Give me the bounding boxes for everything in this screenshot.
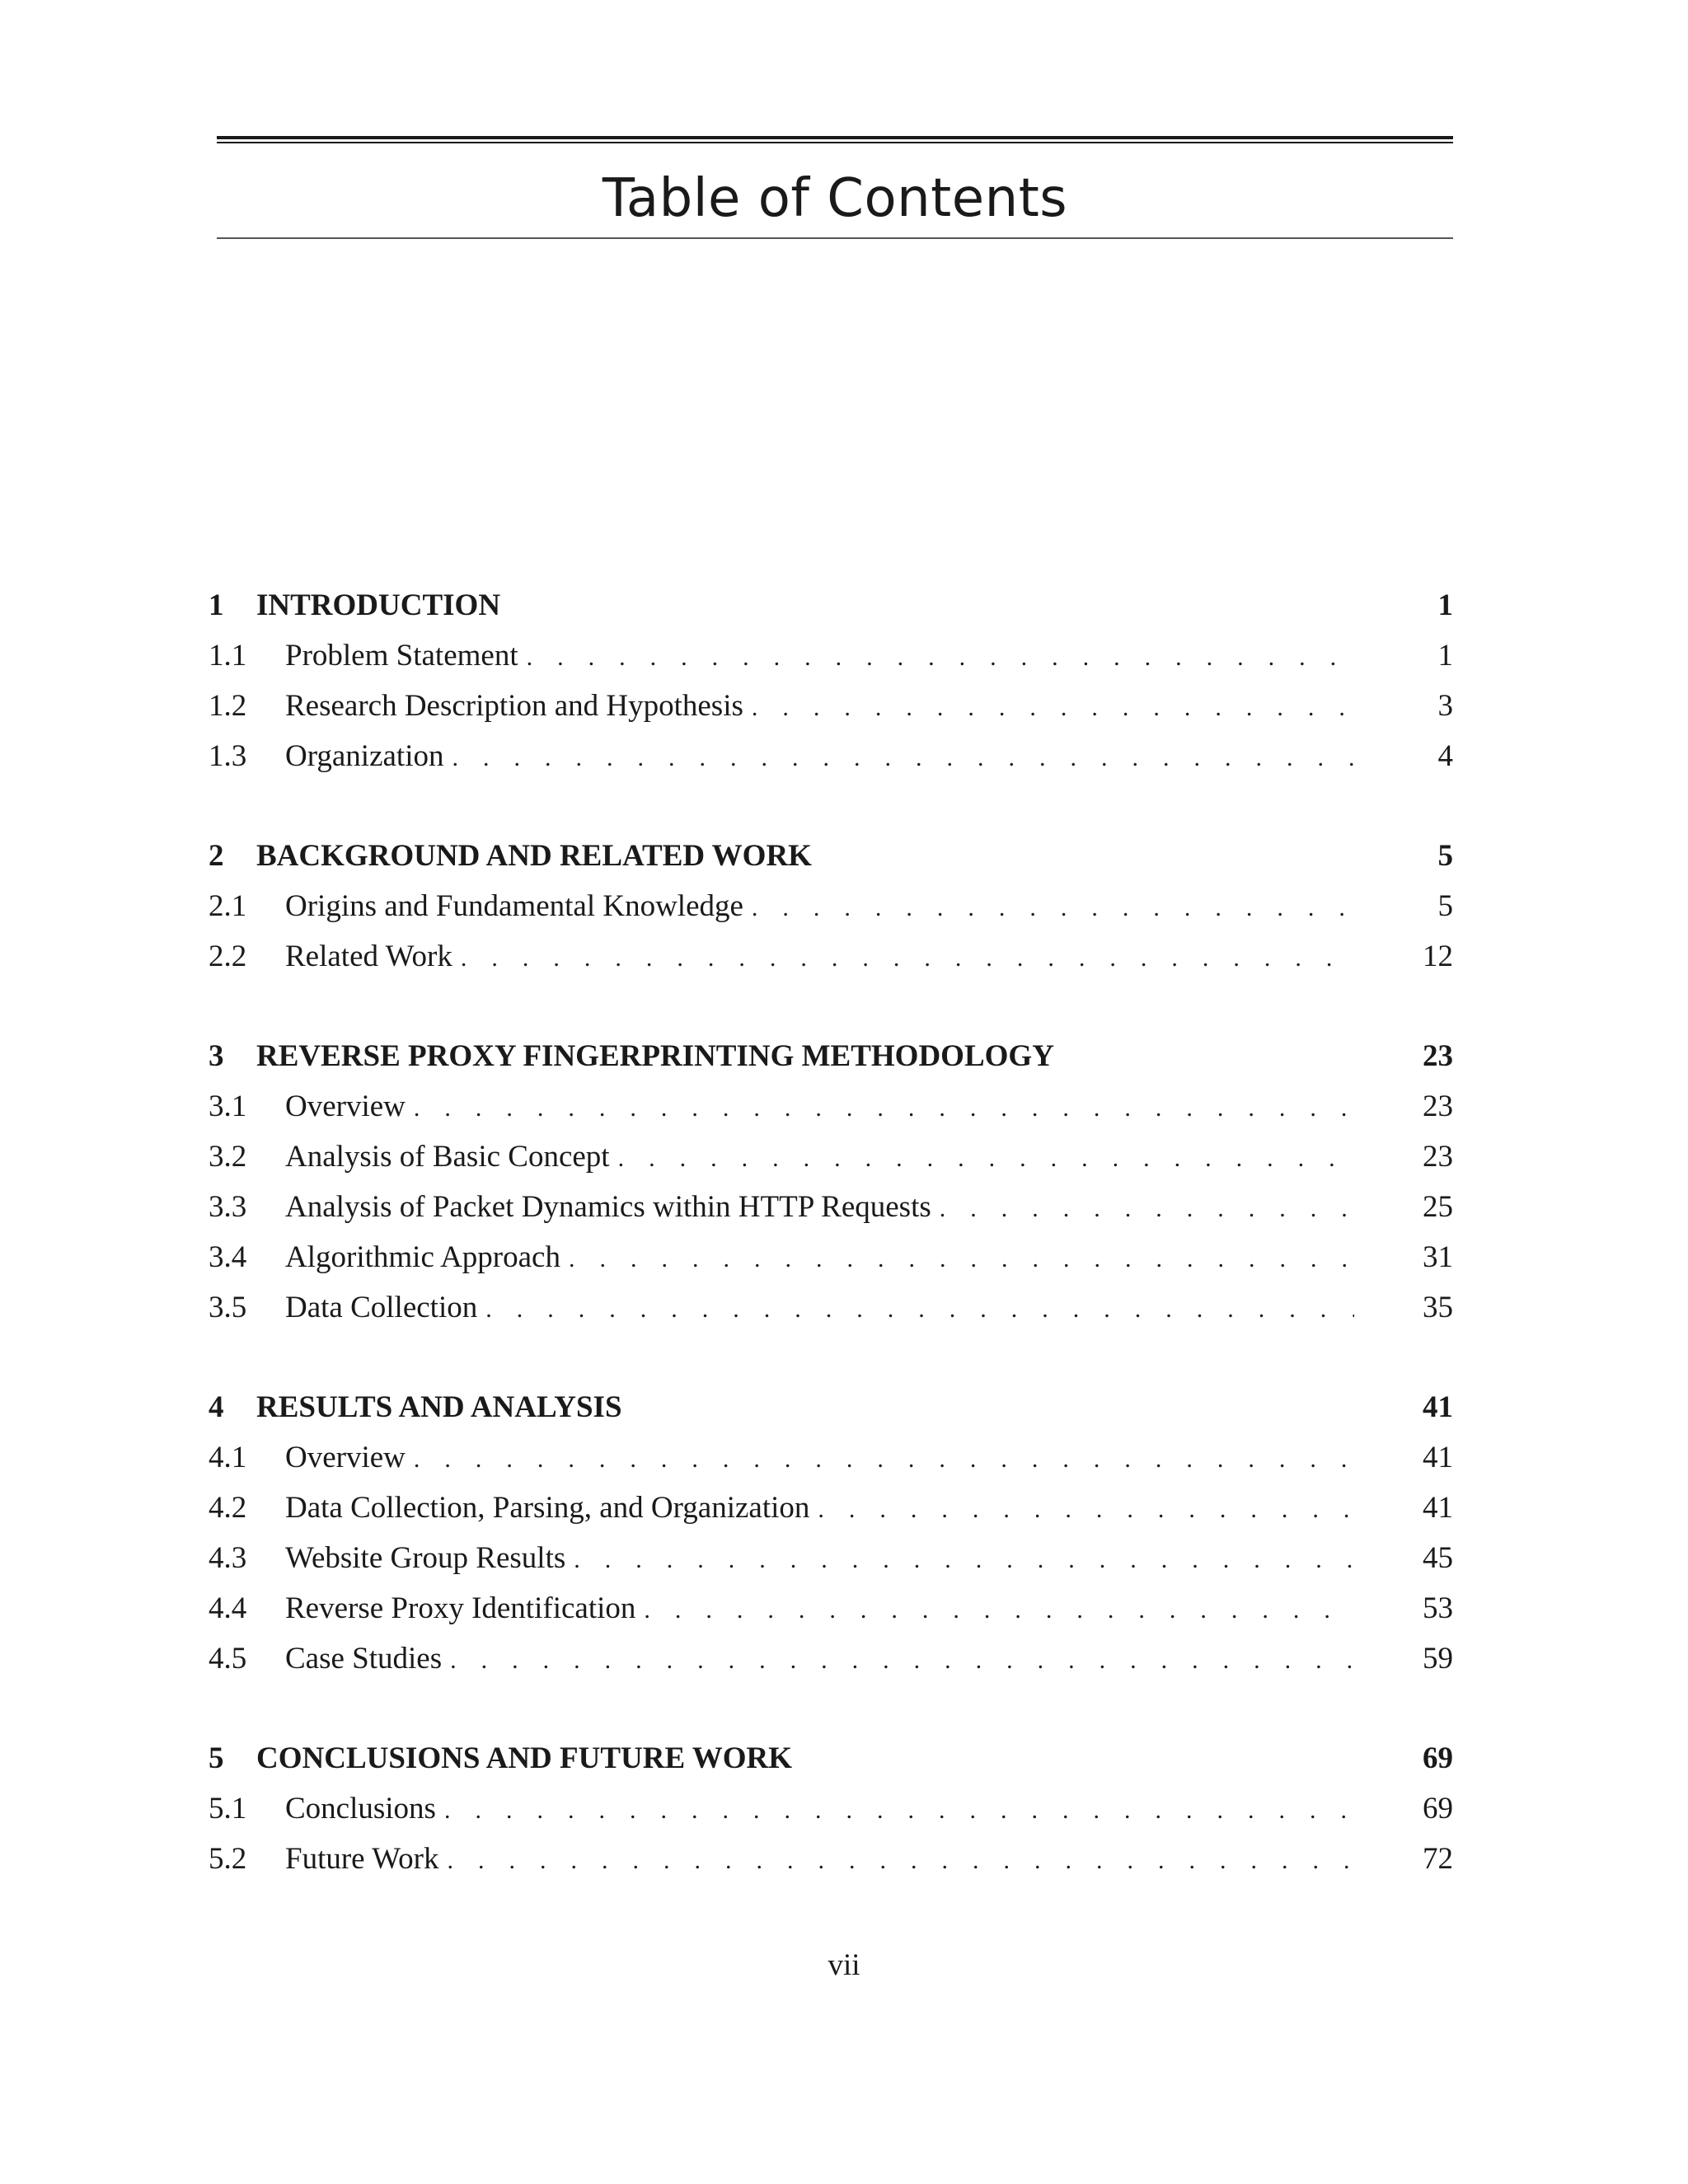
dot-leader bbox=[644, 1583, 1354, 1635]
chapter-entry[interactable] bbox=[209, 1382, 1453, 1432]
section-title: Future Work bbox=[285, 1842, 439, 1876]
section-page: 45 bbox=[1423, 1541, 1453, 1575]
section-number: 2.1 bbox=[209, 889, 247, 923]
title-rule-bottom bbox=[217, 237, 1453, 239]
dot-leader bbox=[485, 1282, 1354, 1334]
page-folio: vii bbox=[828, 1948, 860, 1982]
chapter-page: 1 bbox=[1437, 588, 1453, 622]
section-title: Research Description and Hypothesis bbox=[285, 689, 743, 723]
section-page: 41 bbox=[1423, 1491, 1453, 1525]
chapter-number: 5 bbox=[209, 1741, 224, 1775]
toc-chapter-5 bbox=[209, 1733, 1453, 1884]
section-number: 1.1 bbox=[209, 639, 247, 673]
section-entry[interactable] bbox=[209, 1081, 1453, 1132]
section-page: 35 bbox=[1423, 1291, 1453, 1324]
dot-leader bbox=[461, 931, 1354, 983]
section-page: 69 bbox=[1423, 1792, 1453, 1825]
section-page: 12 bbox=[1423, 940, 1453, 973]
title-block bbox=[217, 136, 1453, 239]
section-title: Reverse Proxy Identification bbox=[285, 1591, 636, 1625]
title-rule-top bbox=[217, 136, 1453, 139]
section-title: Origins and Fundamental Knowledge bbox=[285, 889, 743, 923]
section-number: 4.1 bbox=[209, 1441, 247, 1474]
section-number: 4.5 bbox=[209, 1642, 247, 1675]
section-entry[interactable] bbox=[209, 1432, 1453, 1483]
dot-leader bbox=[447, 1834, 1354, 1886]
section-page: 72 bbox=[1423, 1842, 1453, 1876]
section-number: 4.4 bbox=[209, 1591, 247, 1625]
dot-leader bbox=[752, 681, 1354, 733]
chapter-number: 1 bbox=[209, 588, 224, 622]
section-entry[interactable] bbox=[209, 1533, 1453, 1583]
section-entry[interactable] bbox=[209, 881, 1453, 931]
section-page: 41 bbox=[1423, 1441, 1453, 1474]
section-title: Website Group Results bbox=[285, 1541, 566, 1575]
section-title: Overview bbox=[285, 1441, 406, 1474]
table-of-contents bbox=[209, 580, 1453, 1933]
section-number: 3.4 bbox=[209, 1240, 247, 1274]
section-page: 3 bbox=[1437, 689, 1453, 723]
chapter-title: INTRODUCTION bbox=[256, 588, 501, 622]
section-title: Organization bbox=[285, 739, 444, 773]
chapter-number: 4 bbox=[209, 1390, 224, 1424]
section-title: Data Collection, Parsing, and Organization bbox=[285, 1491, 810, 1525]
dot-leader bbox=[940, 1182, 1354, 1234]
section-number: 3.2 bbox=[209, 1140, 247, 1174]
section-entry[interactable] bbox=[209, 630, 1453, 681]
section-entry[interactable] bbox=[209, 1583, 1453, 1633]
section-page: 59 bbox=[1423, 1642, 1453, 1675]
chapter-number: 3 bbox=[209, 1039, 224, 1073]
section-title: Analysis of Packet Dynamics within HTTP Requests bbox=[285, 1190, 931, 1224]
section-title: Data Collection bbox=[285, 1291, 478, 1324]
dot-leader bbox=[574, 1533, 1354, 1585]
section-number: 1.2 bbox=[209, 689, 247, 723]
section-title: Algorithmic Approach bbox=[285, 1240, 560, 1274]
section-number: 5.2 bbox=[209, 1842, 247, 1876]
toc-chapter-2 bbox=[209, 831, 1453, 982]
section-entry[interactable] bbox=[209, 931, 1453, 982]
section-page: 4 bbox=[1437, 739, 1453, 773]
section-entry[interactable] bbox=[209, 1132, 1453, 1182]
dot-leader bbox=[450, 1633, 1354, 1685]
chapter-title: RESULTS AND ANALYSIS bbox=[256, 1390, 622, 1424]
page-title: Table of Contents bbox=[602, 168, 1068, 229]
section-page: 25 bbox=[1423, 1190, 1453, 1224]
section-entry[interactable] bbox=[209, 1182, 1453, 1232]
section-number: 3.5 bbox=[209, 1291, 247, 1324]
section-entry[interactable] bbox=[209, 1483, 1453, 1533]
toc-chapter-1 bbox=[209, 580, 1453, 781]
section-page: 1 bbox=[1437, 639, 1453, 673]
section-page: 23 bbox=[1423, 1090, 1453, 1123]
section-page: 5 bbox=[1437, 889, 1453, 923]
chapter-page: 69 bbox=[1423, 1741, 1453, 1775]
chapter-title: REVERSE PROXY FINGERPRINTING METHODOLOGY bbox=[256, 1039, 1054, 1073]
section-number: 5.1 bbox=[209, 1792, 247, 1825]
toc-chapter-3 bbox=[209, 1031, 1453, 1333]
section-title: Related Work bbox=[285, 940, 452, 973]
section-title: Problem Statement bbox=[285, 639, 518, 673]
section-entry[interactable] bbox=[209, 1282, 1453, 1333]
chapter-entry[interactable] bbox=[209, 831, 1453, 881]
section-entry[interactable] bbox=[209, 1834, 1453, 1884]
dot-leader bbox=[752, 881, 1354, 933]
section-page: 53 bbox=[1423, 1591, 1453, 1625]
chapter-entry[interactable] bbox=[209, 1733, 1453, 1783]
section-number: 4.2 bbox=[209, 1491, 247, 1525]
section-number: 3.1 bbox=[209, 1090, 247, 1123]
chapter-page: 23 bbox=[1423, 1039, 1453, 1073]
section-number: 4.3 bbox=[209, 1541, 247, 1575]
section-number: 2.2 bbox=[209, 940, 247, 973]
chapter-number: 2 bbox=[209, 839, 224, 873]
section-entry[interactable] bbox=[209, 1783, 1453, 1834]
section-page: 31 bbox=[1423, 1240, 1453, 1274]
dot-leader bbox=[444, 1783, 1354, 1835]
chapter-entry[interactable] bbox=[209, 1031, 1453, 1081]
section-entry[interactable] bbox=[209, 731, 1453, 781]
chapter-page: 41 bbox=[1423, 1390, 1453, 1424]
dot-leader bbox=[618, 1132, 1354, 1183]
section-title: Conclusions bbox=[285, 1792, 436, 1825]
section-page: 23 bbox=[1423, 1140, 1453, 1174]
section-title: Case Studies bbox=[285, 1642, 443, 1675]
section-entry[interactable] bbox=[209, 1633, 1453, 1684]
dot-leader bbox=[452, 731, 1354, 783]
dot-leader bbox=[527, 630, 1354, 682]
section-title: Analysis of Basic Concept bbox=[285, 1140, 610, 1174]
chapter-entry[interactable] bbox=[209, 580, 1453, 630]
dot-leader bbox=[818, 1483, 1354, 1535]
toc-chapter-4 bbox=[209, 1382, 1453, 1684]
section-entry[interactable] bbox=[209, 681, 1453, 731]
section-entry[interactable] bbox=[209, 1232, 1453, 1282]
dot-leader bbox=[414, 1081, 1354, 1133]
chapter-page: 5 bbox=[1437, 839, 1453, 873]
section-number: 1.3 bbox=[209, 739, 247, 773]
section-number: 3.3 bbox=[209, 1190, 247, 1224]
chapter-title: CONCLUSIONS AND FUTURE WORK bbox=[256, 1741, 792, 1775]
dot-leader bbox=[414, 1432, 1354, 1484]
section-title: Overview bbox=[285, 1090, 406, 1123]
dot-leader bbox=[569, 1232, 1354, 1284]
chapter-title: BACKGROUND AND RELATED WORK bbox=[256, 839, 812, 873]
